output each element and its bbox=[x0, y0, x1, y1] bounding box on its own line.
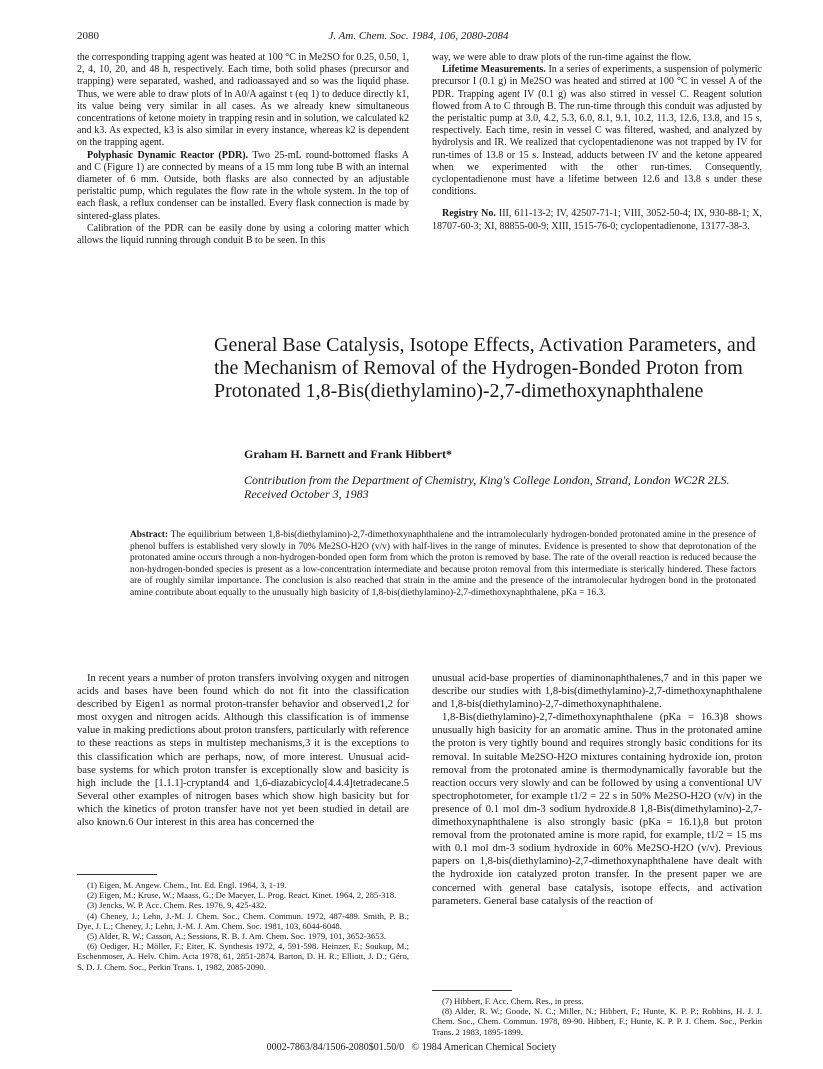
copyright: © 1984 American Chemical Society bbox=[411, 1042, 557, 1053]
paragraph: way, we were able to draw plots of the run-time against the flow. bbox=[432, 52, 692, 63]
running-head bbox=[77, 30, 760, 46]
body-right-column bbox=[432, 672, 762, 908]
footnote: (7) Hibbert, F. Acc. Chem. Res., in press. bbox=[442, 996, 584, 1006]
article-title: General Base Catalysis, Isotope Effects, Activation Parameters, and the Mechanism of Removal of the Hydrogen-Bonded Proton from Protonated 1,8-Bis(diethylamino)-2,7-dimethoxynaphthalene bbox=[214, 334, 756, 402]
footnote: (4) Cheney, J.; Lehn, J.-M. J. Chem. Soc., Chem. Commun. 1972, 487-489. Smith, P. B.; Dye, J. L.; Cheney, J.; Lehn, J.-M. J. Am. Chem. Soc. 1981, 103, 6044-6048. bbox=[77, 910, 409, 931]
page-footer bbox=[0, 1042, 823, 1053]
page-number: 2080 bbox=[77, 30, 99, 42]
registry-numbers bbox=[432, 208, 762, 232]
footnotes-right bbox=[432, 996, 762, 1037]
paragraph bbox=[77, 150, 409, 223]
previous-article-left-column bbox=[77, 52, 409, 247]
paragraph-text: In a series of experiments, a suspension of polymeric precursor I (0.1 g) in Me2SO was heated and stirred at 100 °C in vessel A of the PDR. Trapping agent IV (0.1 g) was also stirred in vessel C. Reagent solution flowed from A to C through B. The run-time through this conduit was adjusted by the peristaltic pump at 3.0, 4.2, 5.3, 6.0, 8.1, 9.1, 10.2, 11.3, 12.6, 13.8, and 15 s, respectively. Each time, resin in vessel C was filtered, washed, and analyzed by hydrolysis and IR. We realized that cyclopentadienone was not trapped by IV for run-times of 13.8 or 15 s. Instead, adducts between IV and the ketone appeared when we experimented with the other run-times. Consequently, cyclopentadienone must have a lifetime between 12.6 and 13.8 s under these conditions. bbox=[432, 64, 762, 198]
paragraph: In recent years a number of proton transfers involving oxygen and nitrogen acids and bases have been found which do not fit into the classification described by Eigen1 as normal proton-transfer behavior and observed1,2 for most oxygen and nitrogen acids. Although this classification is of immense value in making predictions about proton transfers, particularly with reference to these reactions as steps in multistep mechanisms,3 it is the exceptions to this classification which are perhaps, now, of more interest. Unusual acid-base systems for which proton transfer is exceptionally slow and basicity is high include the [1.1.1]-cryptand4 and 1,6-diazabicyclo[4.4.4]tetradecane.5 Several other examples of nitrogen bases which show high basicity but for which the kinetics of proton transfer have not yet been studied in detail are also known.6 Our interest in this area has concerned the bbox=[77, 673, 409, 829]
footnote: (5) Alder, R. W.; Casson, A.; Sessions, R. B. J. Am. Chem. Soc. 1979, 101, 3652-3653. bbox=[87, 931, 387, 942]
journal-citation: J. Am. Chem. Soc. 1984, 106, 2080-2084 bbox=[328, 30, 509, 42]
paragraph-text: Two 25-mL round-bottomed flasks A and C (Figure 1) are connected by means of a 15 mm long tube B with an internal diameter of 6 mm. Outside, both flasks are also connected by an adjustable peristaltic pump, which regulates the flow rate in the whole system. In the top of each flask, a reflux condenser can be installed. Every flask connection is made by sintered-glass plates. bbox=[77, 149, 409, 222]
footnote: (6) Oediger, H.; Möller, F.; Eiter, K. Synthesis 1972, 4, 591-598. Heinzer, F.; Soukup, M.; Eschenmoser, A. Helv. Chim. Acta 1978, 61, 2851-2874. Barton, D. H. R.; Elliott, J. D.; Géro, S. D. J. Chem. Soc., Perkin Trans. 1, 1982, 2085-2090. bbox=[77, 941, 409, 972]
run-in-heading: Polyphasic Dynamic Reactor (PDR). bbox=[87, 149, 249, 161]
paragraph: Calibration of the PDR can be easily done by using a coloring matter which allows the liquid running through conduit B to be seen. In this bbox=[77, 222, 409, 247]
price-code: 0002-7863/84/1506-2080$01.50/0 bbox=[266, 1042, 405, 1053]
footnotes-left bbox=[77, 880, 409, 972]
footnote: (1) Eigen, M. Angew. Chem., Int. Ed. Engl. 1964, 3, 1-19. bbox=[87, 880, 287, 890]
affiliation: Contribution from the Department of Chemistry, King's College London, Strand, London WC2R 2LS. Received October 3, 1983 bbox=[244, 473, 730, 501]
previous-article-right-column bbox=[432, 52, 762, 233]
registry-text: III, 611-13-2; IV, 42507-71-1; VIII, 3052-50-4; IX, 930-88-1; X, 18707-60-3; XI, 88855-00-9; XIII, 1515-76-0; cyclopentadienone, 13177-38-3. bbox=[432, 208, 762, 232]
footnote-rule bbox=[432, 990, 512, 991]
footnote: (8) Alder, R. W.; Goode, N. C.; Miller, N.; Hibbert, F.; Hunte, K. P. P.; Robbins, H. J. J. Chem. Soc., Chem. Commun. 1978, 89-90. Hibbert, F.; Hunte, K. P. P. J. Chem. Soc., Perkin Trans. 2 1983, 1895-1899. bbox=[432, 1006, 762, 1037]
abstract bbox=[130, 530, 756, 600]
authors: Graham H. Barnett and Frank Hibbert* bbox=[244, 447, 453, 461]
run-in-heading: Lifetime Measurements. bbox=[442, 64, 546, 76]
paragraph: 1,8-Bis(diethylamino)-2,7-dimethoxynaphthalene (pKa = 16.3)8 shows unusually high basicity for an aromatic amine. Thus in the protonated amine the proton is very tightly bound and requires strongly basic conditions for its removal. In suitable Me2SO-H2O mixtures containing hydroxide ion, proton removal from the protonated amine is thermodynamically favorable but the reaction occurs very slowly and can be followed by using a conventional UV spectrophotometer, for example t1/2 = 22 s in 50% Me2SO-H2O (v/v) in the presence of 0.1 mol dm-3 sodium hydroxide.8 1,8-Bis(dimethylamino)-2,7-dimethoxynaphthalene is also strongly basic (pKa = 16.1),8 but proton removal from the protonated amine is more rapid, for example, t1/2 = 15 ms with 0.1 mol dm-3 sodium hydroxide in 60% Me2SO-H2O (v/v). Previous papers on 1,8-bis(diethylamino)-2,7-dimethoxynaphthalene have dealt with the hydroxide ion catalyzed proton transfer. In the present paper we are concerned with general base catalysis, isotope effects, and activation parameters. General base catalysis of the reaction of bbox=[432, 712, 762, 907]
body-left-column bbox=[77, 672, 409, 829]
abstract-text: The equilibrium between 1,8-bis(diethylamino)-2,7-dimethoxynaphthalene and the intramolecularly hydrogen-bonded protonated amine in the presence of phenol buffers is established very slowly in 70% Me2SO-H2O (v/v) with half-lives in the range of minutes. Evidence is presented to show that deprotonation of the protonated amine occurs through a non-hydrogen-bonded open form from which the proton is removed by base. The rate of the overall reaction is reduced because the non-hydrogen-bonded species is present as a low-concentration intermediate and because proton removal from this intermediate is sterically hindered. These factors are of roughly similar importance. The conclusion is also reached that strain in the amine and the presence of the intramolecular hydrogen bond in the protonated amine contribute about equally to the unusually high basicity of 1,8-bis(diethylamino)-2,7-dimethoxynaphthalene, pKa = 16.3. bbox=[130, 530, 756, 598]
paragraph: unusual acid-base properties of diaminonaphthalenes,7 and in this paper we describe our studies with 1,8-bis(dimethylamino)-2,7-dimethoxynaphthalene and 1,8-bis(diethylamino)-2,7-dimethoxynaphthalene. bbox=[432, 673, 762, 711]
abstract-label: Abstract: bbox=[130, 530, 169, 540]
footnote: (2) Eigen, M.; Kruse, W.; Maass, G.; De Maeyer, L. Prog. React. Kinet. 1964, 2, 285-318. bbox=[87, 890, 397, 901]
footnote: (3) Jencks, W. P. Acc. Chem. Res. 1976, 9, 425-432. bbox=[87, 900, 267, 911]
registry-label: Registry No. bbox=[442, 208, 496, 220]
paragraph: the corresponding trapping agent was heated at 100 °C in Me2SO for 0.25, 0.50, 1, 2, 4, 10, 20, and 48 h, respectively. Each time, both solid phases (precursor and trapping) were separated, washed, and radioassayed and so was the liquid phase. Thus, we were able to draw plots of ln A0/A against t (eq 1) to deduce directly k1, its value being very similar in all cases. As we already knew simultaneous concentrations of ketone moiety in trapping resin and in solution, we calculated k2 and k3. As expected, k3 is also similar in every instance, whereas k2 is dependent on the trapping agent. bbox=[77, 52, 409, 149]
footnote-rule bbox=[77, 874, 157, 875]
paragraph bbox=[432, 64, 762, 198]
